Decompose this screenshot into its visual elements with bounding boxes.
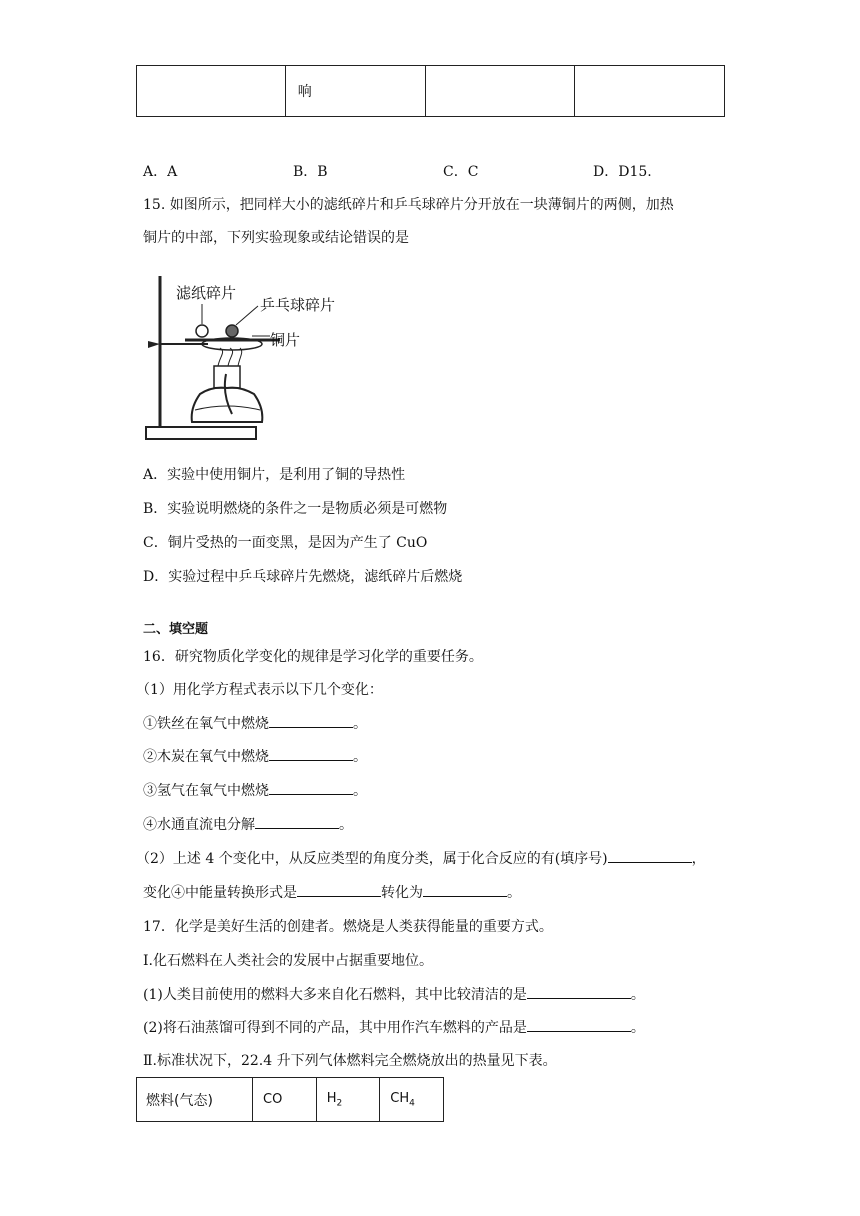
- figure-label-pingpong: 乒乓球碎片: [260, 296, 336, 314]
- section-title: 二、填空题: [143, 622, 209, 637]
- q17-q1: [143, 984, 645, 1004]
- q15-stem-line2: 铜片的中部，下列实验现象或结论错误的是: [143, 230, 409, 246]
- q17-q2: [143, 1017, 645, 1037]
- table-header-cell: [316, 1078, 380, 1122]
- figure-label-filter-paper: 滤纸碎片: [176, 284, 237, 302]
- table-cell: [425, 66, 575, 117]
- q16-item-3: [143, 780, 367, 800]
- table-row: [137, 66, 725, 117]
- punctuation: 。: [630, 987, 645, 1003]
- q16-stem: 16．研究物质化学变化的规律是学习化学的重要任务。: [143, 649, 483, 665]
- table-header-cell: [380, 1078, 444, 1122]
- q16-item-2: [143, 746, 367, 766]
- q17-stem: 17．化学是美好生活的创建者。燃烧是人类获得能量的重要方式。: [143, 919, 553, 935]
- punctuation: 。: [353, 749, 367, 765]
- q16-part2-line1: [136, 848, 706, 868]
- punctuation: 。: [353, 783, 367, 799]
- answer-blank[interactable]: [297, 882, 381, 897]
- experiment-figure: [140, 270, 370, 445]
- q14-option-c: C．C: [443, 164, 479, 180]
- q16-part2-text: 变化④中能量转换形式是: [143, 885, 297, 901]
- punctuation: 。: [339, 817, 353, 833]
- experiment-diagram: [140, 270, 370, 445]
- q17-sub2: Ⅱ.标准状况下，22.4 升下列气体燃料完全燃烧放出的热量见下表。: [143, 1053, 557, 1069]
- punctuation: ，: [691, 851, 706, 867]
- q16-part1: （1）用化学方程式表示以下几个变化：: [136, 682, 383, 698]
- q16-part2-text: 转化为: [381, 885, 423, 901]
- subscript: 4: [409, 1098, 415, 1109]
- answer-blank[interactable]: [269, 780, 353, 795]
- top-table: [136, 65, 725, 117]
- table-header-text: 燃料(气态): [146, 1092, 213, 1109]
- answer-blank[interactable]: [269, 746, 353, 761]
- table-cell: [285, 66, 425, 117]
- answer-blank[interactable]: [269, 713, 353, 728]
- q16-part2-line2: [143, 882, 521, 902]
- q15-stem-line1: 15. 如图所示，把同样大小的滤纸碎片和乒乓球碎片分开放在一块薄铜片的两侧，加热: [143, 197, 674, 213]
- answer-blank[interactable]: [608, 848, 692, 863]
- q16-part2-text: （2）上述 4 个变化中，从反应类型的角度分类，属于化合反应的有(填序号): [136, 851, 608, 867]
- punctuation: 。: [630, 1020, 645, 1036]
- table-row: [137, 1078, 444, 1122]
- q15-option-a: A．实验中使用铜片，是利用了铜的导热性: [143, 467, 406, 483]
- q15-option-b: B．实验说明燃烧的条件之一是物质必须是可燃物: [143, 501, 448, 517]
- answer-blank[interactable]: [423, 882, 507, 897]
- answer-blank[interactable]: [255, 814, 339, 829]
- table-header-cell: [137, 1078, 253, 1122]
- table-header-text: H: [326, 1090, 337, 1106]
- q16-item-text: ④水通直流电分解: [143, 817, 255, 833]
- punctuation: 。: [507, 885, 521, 901]
- figure-label-copper: 铜片: [270, 331, 301, 349]
- table-cell-text: 响: [297, 84, 312, 100]
- q14-option-a: A．A: [143, 164, 178, 180]
- q16-item-text: ②木炭在氧气中燃烧: [143, 749, 269, 765]
- table-cell: [137, 66, 286, 117]
- q16-item-text: ①铁丝在氧气中燃烧: [143, 716, 269, 732]
- table-header-text: CH: [390, 1090, 410, 1106]
- table-header-text: CO: [263, 1092, 283, 1107]
- punctuation: 。: [353, 716, 367, 732]
- q15-option-d: D．实验过程中乒乓球碎片先燃烧，滤纸碎片后燃烧: [143, 569, 463, 585]
- answer-blank[interactable]: [527, 984, 631, 999]
- q17-sub1: Ⅰ.化石燃料在人类社会的发展中占据重要地位。: [143, 953, 433, 969]
- q16-item-text: ③氢气在氧气中燃烧: [143, 783, 269, 799]
- q16-item-1: [143, 713, 367, 733]
- q14-option-b: B．B: [293, 164, 328, 180]
- q17-q2-text: (2)将石油蒸馏可得到不同的产品，其中用作汽车燃料的产品是: [143, 1020, 527, 1036]
- q16-item-4: [143, 814, 353, 834]
- answer-blank[interactable]: [527, 1017, 631, 1032]
- table-cell: [575, 66, 725, 117]
- table-header-cell: [253, 1078, 317, 1122]
- q14-option-d: D．D15.: [593, 164, 652, 180]
- q15-option-c: C．铜片受热的一面变黑，是因为产生了 CuO: [143, 535, 428, 551]
- subscript: 2: [336, 1098, 343, 1109]
- fuel-table: [136, 1077, 444, 1122]
- q17-q1-text: (1)人类目前使用的燃料大多来自化石燃料，其中比较清洁的是: [143, 987, 527, 1003]
